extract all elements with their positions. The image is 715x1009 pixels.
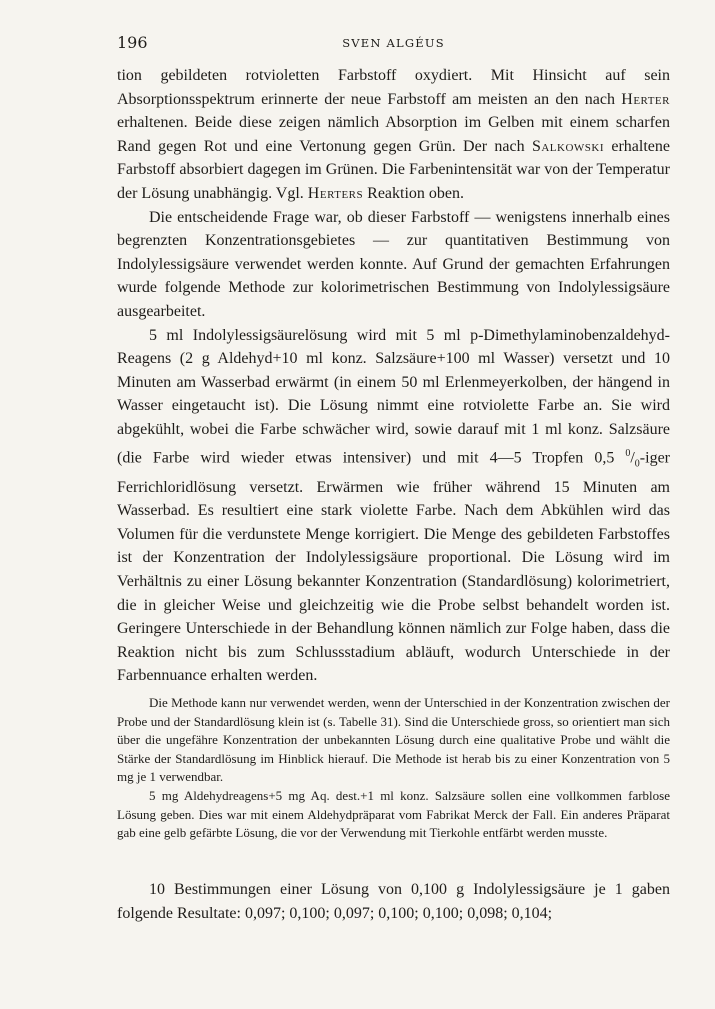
page-header [117, 33, 670, 53]
paragraph-1: tion gebildeten rotvioletten Farbstoff oxydiert. Mit Hinsicht auf sein Absorptionsspektrum erinnerte der neue Farbstoff am meisten an den nach Herter erhaltenen. Beide diese zeigen nämlich Absorption im Gelben mit einem scharfen Rand gegen Rot und eine Vertonung gegen Grün. Der nach Salkowski erhaltene Farbstoff absorbiert dagegen im Grünen. Die Farbenintensität war von der Temperatur der Lösung unabhängig. Vgl. Herters Reaktion oben. [117, 67, 670, 202]
results-text [117, 878, 670, 925]
note-2: 5 mg Aldehydreagens+5 mg Aq. dest.+1 ml konz. Salzsäure sollen eine vollkommen farblose Lösung geben. Dies war mit einem Aldehydpräparat vom Fabrikat Merck der Fall. Ein anderes Präparat gab eine gelb gefärbte Lösung, die vor der Verwendung mit Tierkohle entfärbt werden musste. [117, 787, 670, 841]
results-paragraph: 10 Bestimmungen einer Lösung von 0,100 g Indolylessigsäure je 1 gaben folgende Resultate: 0,097; 0,100; 0,097; 0,100; 0,100; 0,098; 0,104; [117, 881, 670, 922]
running-head: SVEN ALGÉUS [342, 36, 445, 50]
page-number: 196 [117, 33, 148, 52]
author-herters: Herters [307, 184, 364, 202]
author-salkowski: Salkowski [531, 137, 605, 155]
small-print-notes [117, 694, 670, 843]
note-1: Die Methode kann nur verwendet werden, wenn der Unterschied in der Konzentration zwischen der Probe und der Standardlösung klein ist (s. Tabelle 31). Sind die Unterschiede gross, so orientiert man sich über die ungefähre Konzentration der unbekannten Lösung durch eine qualitative Probe und wählt die Stärke der Standardlösung im Hinblick hierauf. Die Methode ist herab bis zu einer Konzentration von 5 mg je 1 verwendbar. [117, 695, 670, 785]
paragraph-3-method: 5 ml Indolylessigsäurelösung wird mit 5 ml p-Dimethylaminobenzaldehyd-Reagens (2 g Aldehyd+10 ml konz. Salzsäure+100 ml Wasser) versetzt und 10 Minuten am Wasserbad erwärmt (in einem 50 ml Erlenmeyerkolben, der hängend in Wasser eingetaucht ist). Die Lösung nimmt eine rotviolette Farbe an. Sie wird abgekühlt, wobei die Farbe schwächer wird, sowie darauf mit 1 ml konz. Salzsäure (die Farbe wird wieder etwas intensiver) und mit 4—5 Tropfen 0,5 $^0/_0$-iger Ferrichloridlösung versetzt. Erwärmen wie früher während 15 Minuten am Wasserbad. Es resultiert eine stark violette Farbe. Nach dem Abkühlen wird das Volumen für die verdunstete Menge korrigiert. Die Menge des gebildeten Farbstoffes ist der Konzentration der Indolylessigsäure proportional. Die Lösung wird im Verhältnis zu einer Lösung bekannter Konzentration (Standardlösung) kolorimetriert, die in gleicher Weise und gleichzeitig wie die Probe selbst behandelt worden ist. Geringere Unterschiede in der Behandlung können nämlich zur Folge haben, dass die Reaktion nicht bis zum Schlussstadium abläuft, wodurch Unterschiede in der Farbennuance erhalten werden. [117, 326, 670, 685]
main-text [117, 64, 670, 688]
author-herter: Herter [621, 90, 670, 108]
paragraph-2: Die entscheidende Frage war, ob dieser Farbstoff — wenigstens innerhalb eines begrenzten Konzentrationsgebietes — zur quantitativen Bestimmung von Indolylessigsäure verwendet werden konnte. Auf Grund der gemachten Erfahrungen wurde folgende Methode zur kolorimetrischen Bestimmung von Indolylessigsäure ausgearbeitet. [117, 208, 670, 320]
